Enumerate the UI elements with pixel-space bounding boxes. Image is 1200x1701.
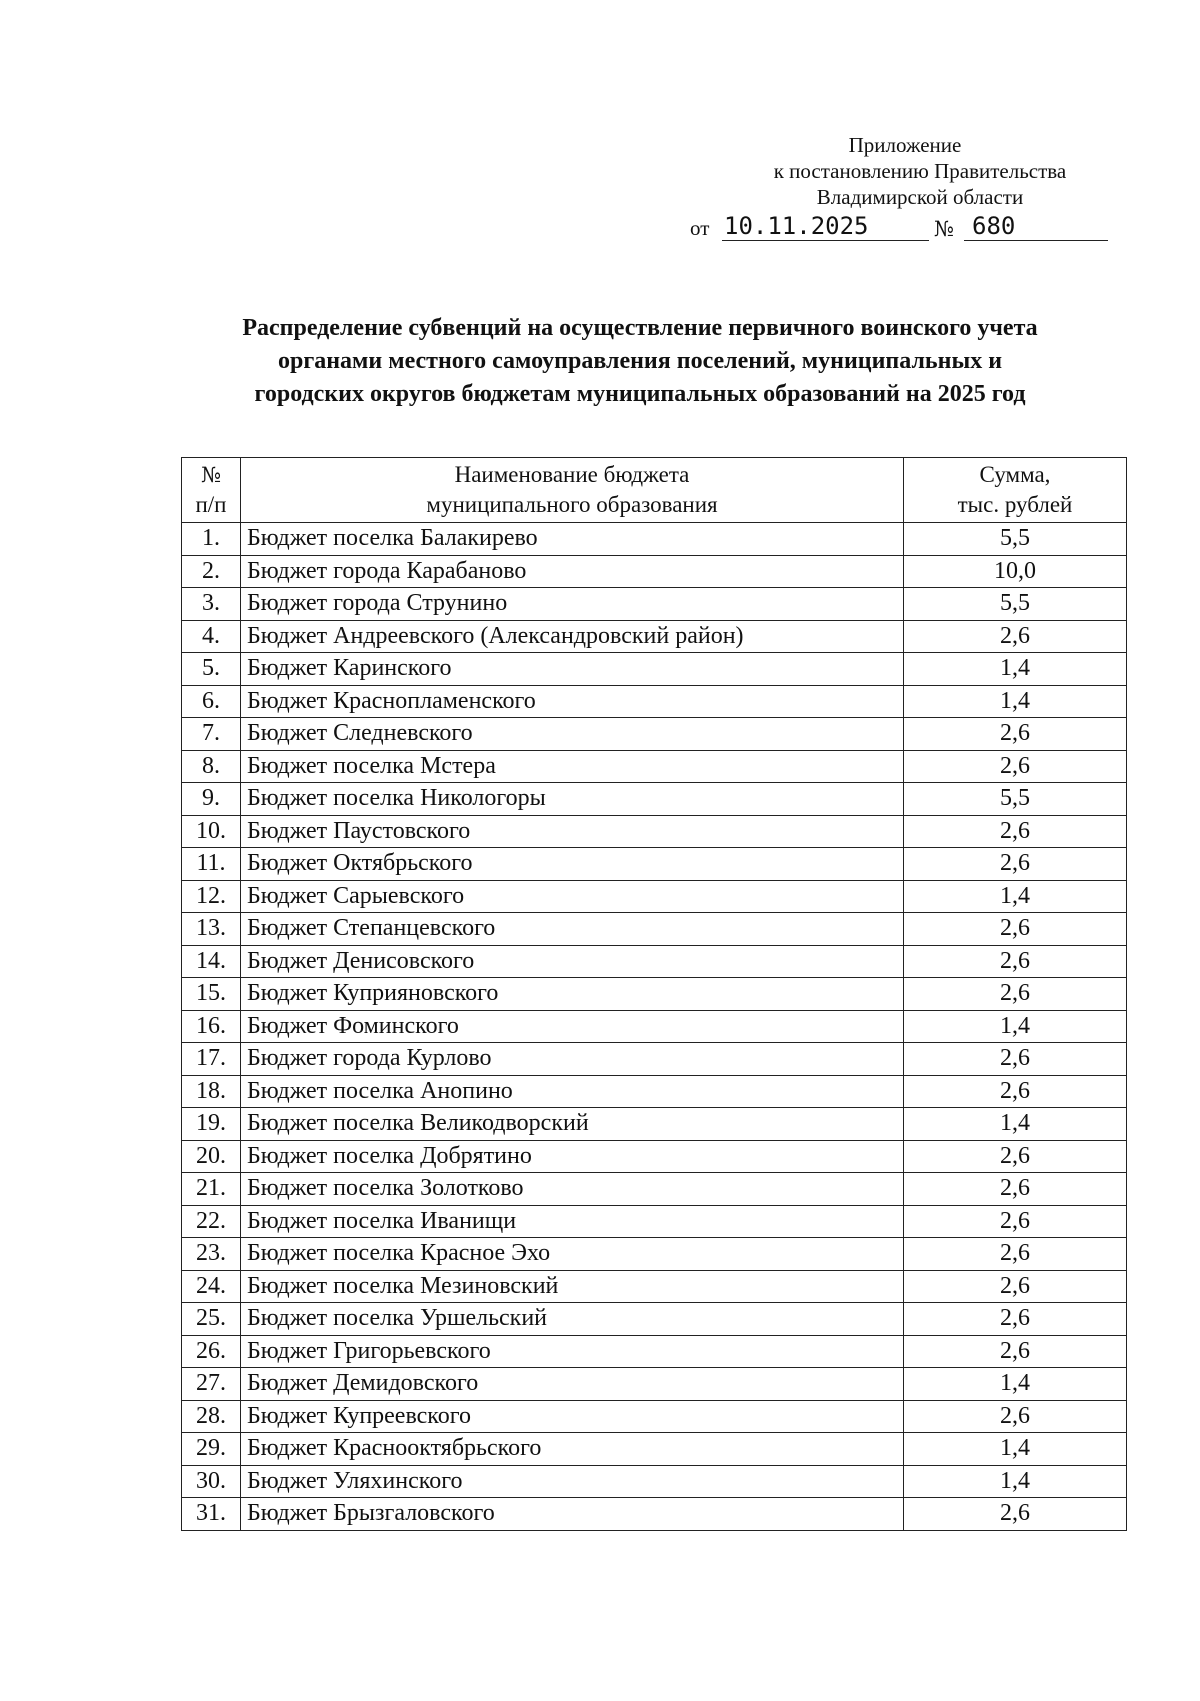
table-row xyxy=(182,1270,1127,1303)
row-amount: 2,6 xyxy=(904,1140,1127,1173)
row-budget-name: Бюджет Каринского xyxy=(241,653,904,686)
row-number: 4. xyxy=(182,620,241,653)
row-amount: 10,0 xyxy=(904,555,1127,588)
row-number: 30. xyxy=(182,1465,241,1498)
allocation-table xyxy=(181,457,1127,1531)
row-amount: 2,6 xyxy=(904,848,1127,881)
table-row xyxy=(182,1303,1127,1336)
row-number: 31. xyxy=(182,1498,241,1531)
table-row xyxy=(182,1368,1127,1401)
row-budget-name: Бюджет Григорьевского xyxy=(241,1335,904,1368)
table-row xyxy=(182,783,1127,816)
row-budget-name: Бюджет поселка Красное Эхо xyxy=(241,1238,904,1271)
row-number: 6. xyxy=(182,685,241,718)
title-line-2: органами местного самоуправления поселений, муниципальных и xyxy=(277,348,1003,374)
row-budget-name: Бюджет Фоминского xyxy=(241,1010,904,1043)
row-budget-name: Бюджет города Карабаново xyxy=(241,555,904,588)
row-amount: 1,4 xyxy=(904,1368,1127,1401)
registration-line xyxy=(690,213,1110,247)
row-budget-name: Бюджет поселка Мезиновский xyxy=(241,1270,904,1303)
row-budget-name: Бюджет поселка Добрятино xyxy=(241,1140,904,1173)
row-budget-name: Бюджет Октябрьского xyxy=(241,848,904,881)
row-budget-name: Бюджет поселка Уршельский xyxy=(241,1303,904,1336)
row-number: 1. xyxy=(182,523,241,556)
table-row xyxy=(182,848,1127,881)
row-budget-name: Бюджет Брызгаловского xyxy=(241,1498,904,1531)
row-budget-name: Бюджет поселка Золотково xyxy=(241,1173,904,1206)
row-amount: 1,4 xyxy=(904,1108,1127,1141)
row-amount: 2,6 xyxy=(904,913,1127,946)
resolution-number: 680 xyxy=(964,212,1108,241)
row-amount: 2,6 xyxy=(904,620,1127,653)
row-number: 2. xyxy=(182,555,241,588)
table-row xyxy=(182,1043,1127,1076)
row-amount: 2,6 xyxy=(904,1270,1127,1303)
row-budget-name: Бюджет города Курлово xyxy=(241,1043,904,1076)
row-budget-name: Бюджет Паустовского xyxy=(241,815,904,848)
row-amount: 2,6 xyxy=(904,1335,1127,1368)
appendix-block xyxy=(720,132,1120,210)
table-row xyxy=(182,750,1127,783)
table-row xyxy=(182,1498,1127,1531)
row-amount: 2,6 xyxy=(904,750,1127,783)
row-number: 5. xyxy=(182,653,241,686)
row-budget-name: Бюджет Денисовского xyxy=(241,945,904,978)
header-sum-line2: тыс. рублей xyxy=(957,492,1073,517)
header-name-line1: Наименование бюджета xyxy=(454,462,690,487)
row-budget-name: Бюджет Купреевского xyxy=(241,1400,904,1433)
row-number: 23. xyxy=(182,1238,241,1271)
row-number: 27. xyxy=(182,1368,241,1401)
row-number: 7. xyxy=(182,718,241,751)
row-amount: 2,6 xyxy=(904,1238,1127,1271)
table-header-row xyxy=(182,458,1127,523)
row-budget-name: Бюджет поселка Анопино xyxy=(241,1075,904,1108)
table-row xyxy=(182,1433,1127,1466)
row-amount: 2,6 xyxy=(904,1205,1127,1238)
row-budget-name: Бюджет Степанцевского xyxy=(241,913,904,946)
row-number: 26. xyxy=(182,1335,241,1368)
row-number: 12. xyxy=(182,880,241,913)
row-amount: 5,5 xyxy=(904,783,1127,816)
table-row xyxy=(182,1140,1127,1173)
table-row xyxy=(182,1108,1127,1141)
row-budget-name: Бюджет поселка Великодворский xyxy=(241,1108,904,1141)
table-row xyxy=(182,1205,1127,1238)
row-amount: 2,6 xyxy=(904,945,1127,978)
table-row xyxy=(182,1010,1127,1043)
row-amount: 2,6 xyxy=(904,718,1127,751)
row-number: 28. xyxy=(182,1400,241,1433)
row-amount: 1,4 xyxy=(904,880,1127,913)
row-budget-name: Бюджет города Струнино xyxy=(241,588,904,621)
table-row xyxy=(182,815,1127,848)
row-amount: 2,6 xyxy=(904,1303,1127,1336)
row-budget-name: Бюджет Демидовского xyxy=(241,1368,904,1401)
table-row xyxy=(182,1075,1127,1108)
row-amount: 2,6 xyxy=(904,1075,1127,1108)
row-number: 16. xyxy=(182,1010,241,1043)
row-number: 29. xyxy=(182,1433,241,1466)
row-amount: 1,4 xyxy=(904,1433,1127,1466)
row-number: 19. xyxy=(182,1108,241,1141)
title-line-1: Распределение субвенций на осуществление первичного воинского учета xyxy=(242,315,1038,341)
row-budget-name: Бюджет поселка Иванищи xyxy=(241,1205,904,1238)
row-budget-name: Бюджет поселка Балакирево xyxy=(241,523,904,556)
table-row xyxy=(182,1465,1127,1498)
table-row xyxy=(182,1173,1127,1206)
row-amount: 1,4 xyxy=(904,653,1127,686)
table-row xyxy=(182,620,1127,653)
row-amount: 2,6 xyxy=(904,978,1127,1011)
header-number-line1: № xyxy=(201,463,221,487)
row-amount: 2,6 xyxy=(904,1400,1127,1433)
table-row xyxy=(182,588,1127,621)
row-number: 8. xyxy=(182,750,241,783)
table-row xyxy=(182,1238,1127,1271)
row-budget-name: Бюджет Куприяновского xyxy=(241,978,904,1011)
row-number: 3. xyxy=(182,588,241,621)
document-title xyxy=(160,312,1120,411)
row-number: 9. xyxy=(182,783,241,816)
number-prefix: № xyxy=(934,217,954,241)
row-number: 24. xyxy=(182,1270,241,1303)
table-row xyxy=(182,978,1127,1011)
row-number: 21. xyxy=(182,1173,241,1206)
header-name xyxy=(241,458,904,523)
table-row xyxy=(182,945,1127,978)
table-row xyxy=(182,653,1127,686)
row-budget-name: Бюджет поселка Никологоры xyxy=(241,783,904,816)
row-amount: 5,5 xyxy=(904,523,1127,556)
date-prefix: от xyxy=(690,216,710,240)
row-number: 15. xyxy=(182,978,241,1011)
row-amount: 2,6 xyxy=(904,1173,1127,1206)
row-budget-name: Бюджет Уляхинского xyxy=(241,1465,904,1498)
row-amount: 2,6 xyxy=(904,815,1127,848)
title-line-3: городских округов бюджетам муниципальных образований на 2025 год xyxy=(254,381,1026,407)
row-number: 13. xyxy=(182,913,241,946)
row-budget-name: Бюджет Андреевского (Александровский район) xyxy=(241,620,904,653)
row-amount: 5,5 xyxy=(904,588,1127,621)
resolution-date: 10.11.2025 xyxy=(722,212,929,241)
header-sum-line1: Сумма, xyxy=(979,462,1051,487)
table-row xyxy=(182,1400,1127,1433)
row-number: 11. xyxy=(182,848,241,881)
appendix-label: Приложение xyxy=(848,133,962,157)
header-number-line2: п/п xyxy=(195,492,227,517)
row-amount: 2,6 xyxy=(904,1043,1127,1076)
header-number xyxy=(182,458,241,523)
row-number: 25. xyxy=(182,1303,241,1336)
row-number: 20. xyxy=(182,1140,241,1173)
table-row xyxy=(182,685,1127,718)
row-amount: 2,6 xyxy=(904,1498,1127,1531)
row-number: 18. xyxy=(182,1075,241,1108)
table-row xyxy=(182,555,1127,588)
row-amount: 1,4 xyxy=(904,1465,1127,1498)
header-sum xyxy=(904,458,1127,523)
row-budget-name: Бюджет Сарыевского xyxy=(241,880,904,913)
row-budget-name: Бюджет поселка Мстера xyxy=(241,750,904,783)
row-budget-name: Бюджет Краснопламенского xyxy=(241,685,904,718)
table-row xyxy=(182,913,1127,946)
row-number: 17. xyxy=(182,1043,241,1076)
row-number: 22. xyxy=(182,1205,241,1238)
table-row xyxy=(182,718,1127,751)
appendix-resolution-line: к постановлению Правительства xyxy=(773,159,1067,183)
row-budget-name: Бюджет Следневского xyxy=(241,718,904,751)
header-name-line2: муниципального образования xyxy=(426,492,718,517)
row-budget-name: Бюджет Краснооктябрьского xyxy=(241,1433,904,1466)
table-row xyxy=(182,523,1127,556)
row-amount: 1,4 xyxy=(904,685,1127,718)
row-amount: 1,4 xyxy=(904,1010,1127,1043)
table-row xyxy=(182,1335,1127,1368)
table-row xyxy=(182,880,1127,913)
row-number: 10. xyxy=(182,815,241,848)
appendix-region-line: Владимирской области xyxy=(816,185,1024,209)
row-number: 14. xyxy=(182,945,241,978)
